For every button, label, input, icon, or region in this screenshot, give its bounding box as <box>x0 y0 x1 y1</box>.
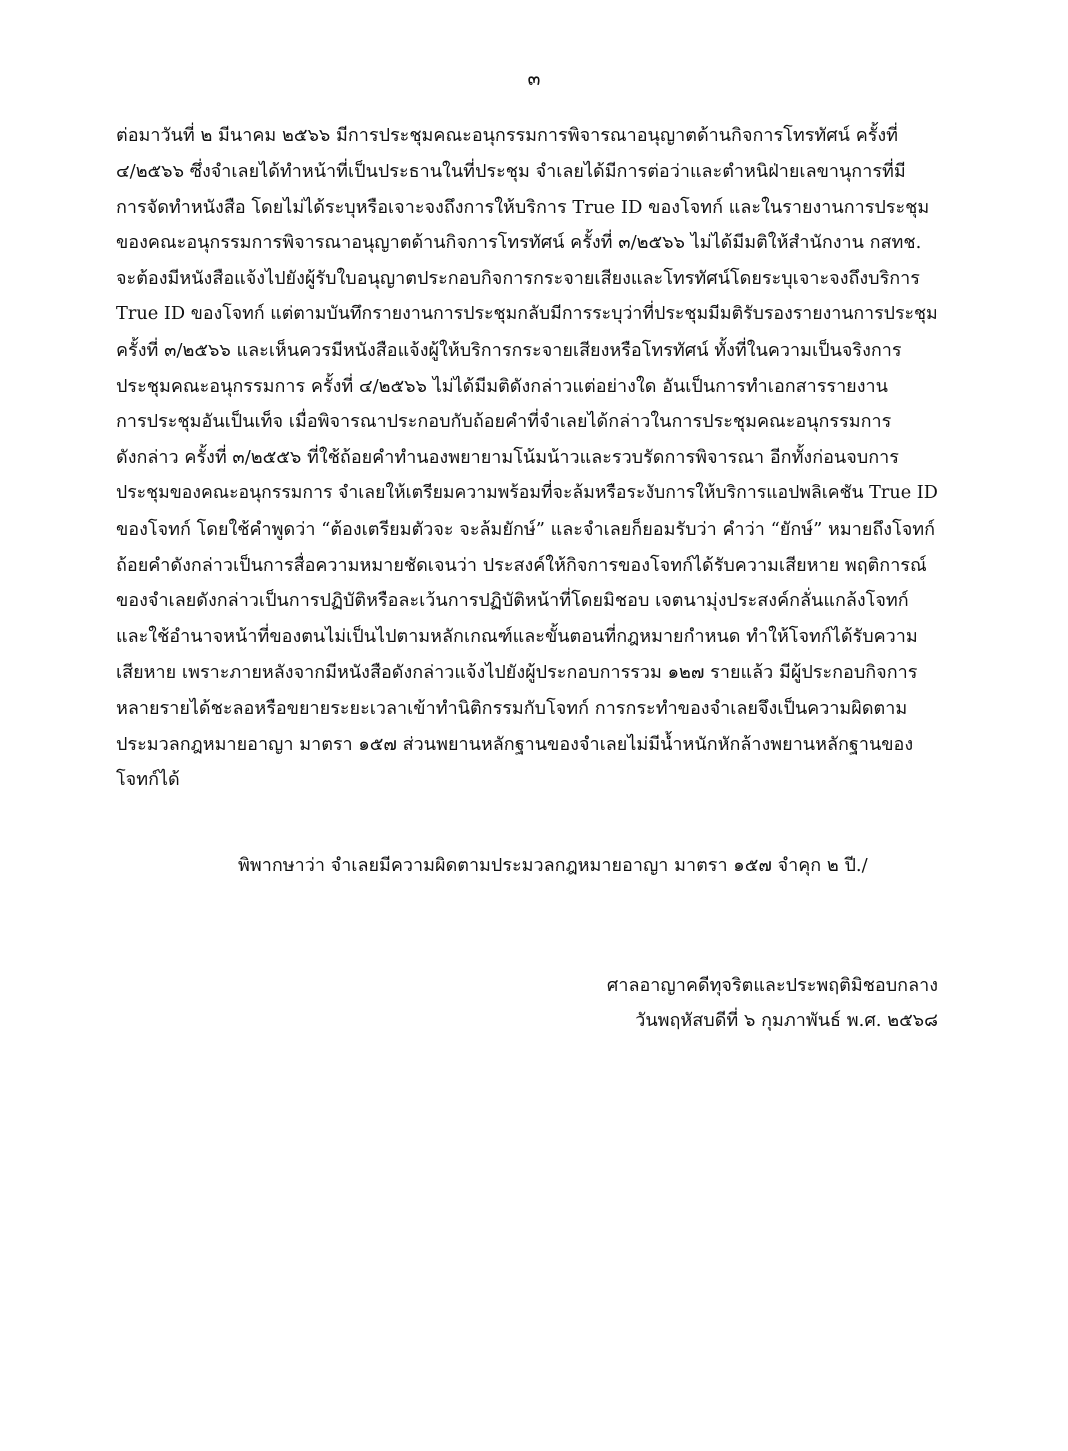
body-line: ของคณะอนุกรรมการพิจารณาอนุญาตด้านกิจการโทรทัศน์ ครั้งที่ ๓/๒๕๖๖ ไม่ได้มีมติให้สำนักงาน กสทช. <box>116 232 922 254</box>
body-line: ของโจทก์ โดยใช้คำพูดว่า “ต้องเตรียมตัวจะ จะล้มยักษ์” และจำเลยก็ยอมรับว่า คำว่า “ยักษ์” หมายถึงโจทก์ <box>116 518 936 540</box>
body-line: ของจำเลยดังกล่าวเป็นการปฏิบัติหรือละเว้นการปฏิบัติหน้าที่โดยมิชอบ เจตนามุ่งประสงค์กลั่นแกล้งโจทก์ <box>116 590 909 612</box>
body-line: การจัดทำหนังสือ โดยไม่ได้ระบุหรือเจาะจงถึงการให้บริการ True ID ของโจทก์ และในรายงานการประชุม <box>116 196 930 218</box>
verdict: พิพากษาว่า จำเลยมีความผิดตามประมวลกฎหมายอาญา มาตรา ๑๕๗ จำคุก ๒ ปี./ <box>238 855 868 876</box>
body-line: และใช้อำนาจหน้าที่ของตนไม่เป็นไปตามหลักเกณฑ์และขั้นตอนที่กฎหมายกำหนด ทำให้โจทก์ได้รับความ <box>116 626 918 648</box>
page-number: ๓ <box>527 68 541 90</box>
body-line: ครั้งที่ ๓/๒๕๖๖ และเห็นควรมีหนังสือแจ้งผู้ให้บริการกระจายเสียงหรือโทรทัศน์ ทั้งที่ในความเป็นจริงการ <box>116 339 902 361</box>
body-line: การประชุมอันเป็นเท็จ เมื่อพิจารณาประกอบกับถ้อยคำที่จำเลยได้กล่าวในการประชุมคณะอนุกรรมการ <box>116 411 892 433</box>
court-name: ศาลอาญาคดีทุจริตและประพฤติมิชอบกลาง <box>606 975 938 996</box>
judgment-date: วันพฤหัสบดีที่ ๖ กุมภาพันธ์ พ.ศ. ๒๕๖๘ <box>635 1010 938 1031</box>
signature-block <box>607 968 938 1038</box>
body-line: ประชุมของคณะอนุกรรมการ จำเลยให้เตรียมความพร้อมที่จะล้มหรือระงับการให้บริการแอปพลิเคชัน True ID <box>116 482 938 503</box>
body-line: ต่อมาวันที่ ๒ มีนาคม ๒๕๖๖ มีการประชุมคณะอนุกรรมการพิจารณาอนุญาตด้านกิจการโทรทัศน์ ครั้งที่ <box>116 125 899 146</box>
body-line: ประชุมคณะอนุกรรมการ ครั้งที่ ๔/๒๕๖๖ ไม่ได้มีมติดังกล่าวแต่อย่างใด อันเป็นการทำเอกสารรายงาน <box>116 375 888 397</box>
body-line: โจทก์ได้ <box>116 769 180 791</box>
body-line: ประมวลกฎหมายอาญา มาตรา ๑๕๗ ส่วนพยานหลักฐานของจำเลยไม่มีน้ำหนักหักล้างพยานหลักฐานของ <box>116 733 914 755</box>
body-line: เสียหาย เพราะภายหลังจากมีหนังสือดังกล่าวแจ้งไปยังผู้ประกอบการรวม ๑๒๗ รายแล้ว มีผู้ประกอบกิจการ <box>116 661 918 683</box>
body-line: ดังกล่าว ครั้งที่ ๓/๒๕๕๖ ที่ใช้ถ้อยคำทำนองพยายามโน้มน้าวและรวบรัดการพิจารณา อีกทั้งก่อนจบการ <box>116 447 899 469</box>
body-line: ๔/๒๕๖๖ ซึ่งจำเลยได้ทำหน้าที่เป็นประธานในที่ประชุม จำเลยได้มีการต่อว่าและตำหนิฝ่ายเลขานุการที่มี <box>116 160 906 182</box>
body-line: หลายรายได้ชะลอหรือขยายระยะเวลาเข้าทำนิติกรรมกับโจทก์ การกระทำของจำเลยจึงเป็นความผิดตาม <box>116 697 908 719</box>
body-line: ถ้อยคำดังกล่าวเป็นการสื่อความหมายชัดเจนว่า ประสงค์ให้กิจการของโจทก์ได้รับความเสียหาย พฤติการณ์ <box>116 554 927 576</box>
body-line: True ID ของโจทก์ แต่ตามบันทึกรายงานการประชุมกลับมีการระบุว่าที่ประชุมมีมติรับรองรายงานการประชุม <box>116 303 938 324</box>
judgment-body <box>116 118 942 798</box>
body-line: จะต้องมีหนังสือแจ้งไปยังผู้รับใบอนุญาตประกอบกิจการกระจายเสียงและโทรทัศน์โดยระบุเจาะจงถึงบริการ <box>116 268 920 290</box>
